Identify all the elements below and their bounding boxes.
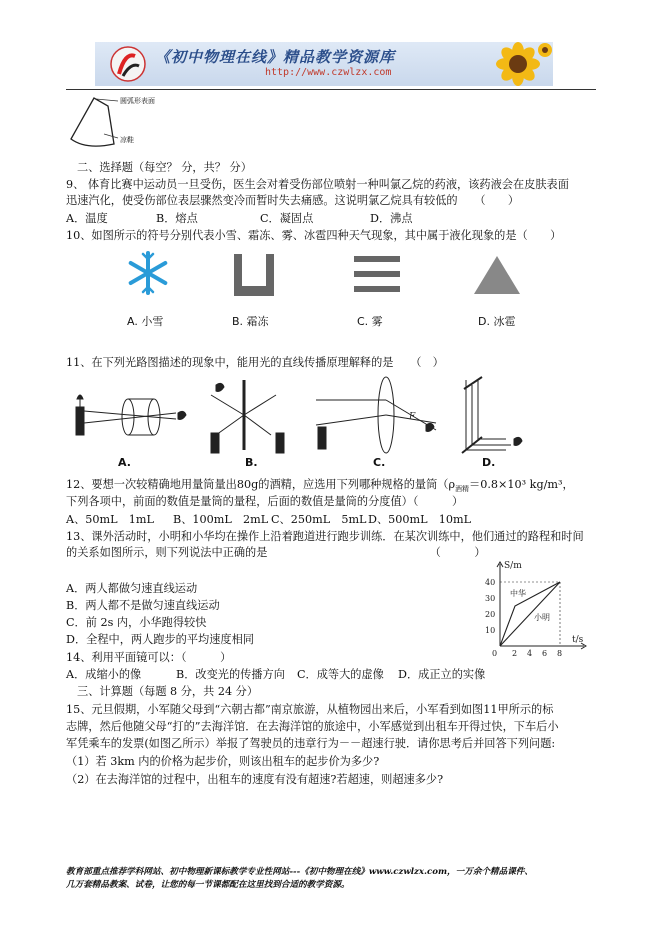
header-banner bbox=[95, 42, 553, 86]
q15-line1: 15、元旦假期，小军随父母到“六朝古都”南京旅游，从植物园出来后，小军看到如图11甲所示的标 bbox=[66, 703, 554, 716]
q15-sub2: （2）在去海洋馆的过程中，出租车的速度有没有超速?若超速，则超速多少? bbox=[66, 773, 444, 786]
q10-caption-b: B. 霜冻 bbox=[232, 315, 269, 328]
lens-focus-label: F bbox=[409, 412, 416, 422]
section-heading: 二、选择题（每空？ 分，共？ 分） bbox=[77, 161, 252, 174]
sunflower-icon bbox=[483, 42, 553, 86]
graph-xtick: 2 bbox=[512, 649, 518, 658]
q11-text: 11、在下列光路图描述的现象中，能用光的直线传播原理解释的是 （ ） bbox=[66, 356, 444, 369]
q15-line3: 军凭乘车的发票(如图乙所示）举报了驾驶员的违章行为－－超速行驶．请你思考后并回答下列问题: bbox=[66, 737, 556, 750]
label-body: 凉鞋 bbox=[120, 136, 134, 144]
q13-option-b: B．两人都不是做匀速直线运动 bbox=[66, 599, 220, 612]
q12-line2: 下列各项中，前面的数值是量筒的量程，后面的数值是量筒的分度值）（ ） bbox=[66, 495, 464, 508]
graph-origin: 0 bbox=[492, 649, 498, 658]
q9-line1: 9、 体育比赛中运动员一旦受伤，医生会对着受伤部位喷射一种叫氯乙烷的药液，该药液会在皮肤表面 bbox=[66, 178, 569, 191]
frost-icon bbox=[232, 254, 276, 296]
graph-ytick: 40 bbox=[485, 578, 496, 587]
q13-line1: 13、课外活动时，小明和小华均在操作上沿着跑道进行跑步训练．在某次训练中，他们通过的路程和时间 bbox=[66, 530, 584, 543]
q10-caption-a: A. 小雪 bbox=[127, 315, 164, 328]
fog-icon bbox=[352, 254, 402, 296]
q10-caption-d: D. 冰雹 bbox=[478, 315, 516, 328]
graph-ytick: 30 bbox=[485, 594, 496, 603]
footer-line1: 教育部重点推荐学科网站、初中物理新课标教学专业性网站---《初中物理在线》www.czwlzx.com，一万余个精品课件、 bbox=[66, 867, 533, 877]
optics-figures bbox=[66, 375, 546, 470]
q9-option-d: D．沸点 bbox=[370, 212, 413, 225]
label-surface: 圆弧形表面 bbox=[120, 97, 155, 105]
q9-option-a: A．温度 bbox=[66, 212, 108, 225]
q14-option-c: C．成等大的虚像 bbox=[297, 668, 384, 681]
q11-caption-b: B. bbox=[245, 456, 258, 469]
graph-series-label: 中华 bbox=[510, 589, 526, 598]
graph-ylabel: S/m bbox=[504, 561, 522, 571]
q9-option-b: B．熔点 bbox=[156, 212, 198, 225]
q12-option-b: B、100mL 2mL bbox=[173, 513, 269, 526]
graph-xtick: 6 bbox=[542, 649, 548, 658]
q9-line2: 迅速汽化，使受伤部位表层骤然变冷而暂时失去痛感。这说明氯乙烷具有较低的 （ ） bbox=[66, 194, 520, 207]
header-rule bbox=[66, 89, 596, 90]
graph-xtick: 8 bbox=[557, 649, 563, 658]
hail-icon bbox=[472, 254, 522, 296]
graph-xtick: 4 bbox=[527, 649, 533, 658]
graph-ytick: 10 bbox=[485, 626, 496, 635]
q13-option-c: C．前 2s 内，小华跑得较快 bbox=[66, 616, 207, 629]
q11-caption-c: C. bbox=[373, 456, 386, 469]
logo-icon bbox=[105, 44, 151, 84]
q12-line1: 12、要想一次较精确地用量筒量出80g的酒精，应选用下列哪种规格的量筒（$\rho_{酒精}=0.8\times 10^3$ kg/m³， bbox=[66, 478, 574, 494]
graph-ytick: 20 bbox=[485, 610, 496, 619]
q12-option-a: A、50mL 1mL bbox=[66, 513, 154, 526]
banner-url[interactable]: http://www.czwlzx.com bbox=[265, 67, 392, 78]
banner-title: 《初中物理在线》精品教学资源库 bbox=[155, 48, 396, 66]
graph-xlabel: t/s bbox=[572, 635, 584, 645]
footer-line2: 几万套精品教案、试卷，让您的每一节课都配在这里找到合适的教学资源。 bbox=[66, 880, 350, 890]
q9-option-c: C．凝固点 bbox=[260, 212, 314, 225]
q13-line2: 的关系如图所示，则下列说法中正确的是 （ ） bbox=[66, 546, 486, 559]
q14-option-a: A．成缩小的像 bbox=[66, 668, 142, 681]
q14-text: 14、利用平面镜可以：（ ） bbox=[66, 651, 232, 664]
q12-option-c: C、250mL 5mL bbox=[271, 513, 367, 526]
q10-caption-c: C. 雾 bbox=[357, 315, 383, 328]
q10-text: 10、如图所示的符号分别代表小雪、霜冻、雾、冰雹四种天气现象，其中属于液化现象的是（ ） bbox=[66, 229, 562, 242]
q15-sub1: （1）若 3km 内的价格为起步价，则该出租车的起步价为多少? bbox=[66, 755, 380, 768]
q14-option-b: B．改变光的传播方向 bbox=[176, 668, 285, 681]
q11-caption-d: D. bbox=[482, 456, 496, 469]
q13-option-d: D．全程中，两人跑步的平均速度相同 bbox=[66, 633, 254, 646]
q12-option-d: D、500mL 10mL bbox=[368, 513, 472, 526]
graph-series-label: 小明 bbox=[534, 613, 550, 622]
q13-option-a: A．两人都做匀速直线运动 bbox=[66, 582, 198, 595]
snowflake-icon bbox=[125, 250, 171, 296]
q15-line2: 志牌，然后他随父母“打的”去海洋馆．在去海洋馆的旅途中，小军感觉到出租车开得过快，下车后小 bbox=[66, 720, 559, 733]
q11-caption-a: A. bbox=[118, 456, 131, 469]
q14-option-d: D．成正立的实像 bbox=[398, 668, 486, 681]
section-heading: 三、计算题（每题 8 分，共 24 分） bbox=[77, 685, 259, 698]
st-graph bbox=[480, 558, 592, 662]
